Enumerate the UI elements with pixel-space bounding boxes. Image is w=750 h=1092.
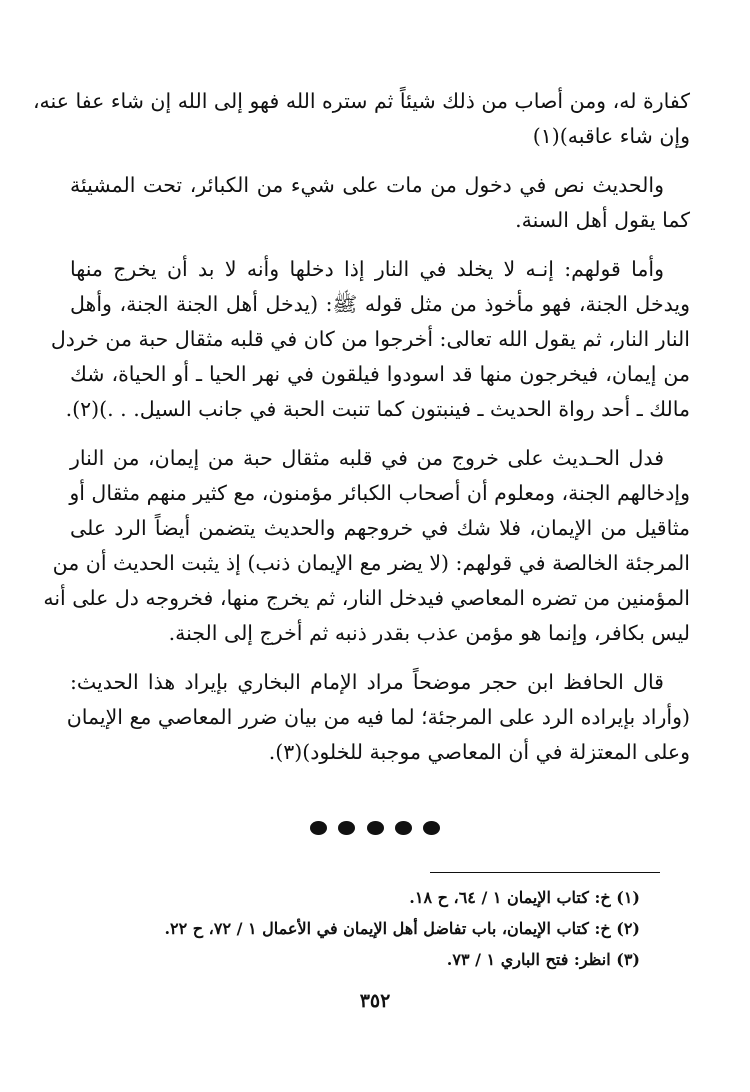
text-line: (وأراد بإيراده الرد على المرجئة؛ لما فيه من بيان ضرر المعاصي مع الإيمان bbox=[66, 705, 690, 729]
footnotes bbox=[120, 882, 640, 975]
paragraph-3 bbox=[50, 252, 690, 427]
text-line: ويدخل الجنة، فهو مأخوذ من مثل قوله ﷺ: (يدخل أهل الجنة الجنة، وأهل bbox=[70, 292, 690, 316]
paragraph-1 bbox=[32, 84, 690, 154]
section-divider-ornament bbox=[0, 820, 750, 839]
ornament-dot bbox=[423, 821, 440, 835]
text-line: والحديث نص في دخول من مات على شيء من الكبائر، تحت المشيئة bbox=[70, 173, 664, 197]
ornament-dot bbox=[338, 821, 355, 835]
footnote-2: (٢) خ: كتاب الإيمان، باب تفاضل أهل الإيمان في الأعمال ١ / ٧٢، ح ٢٢. bbox=[164, 919, 640, 938]
footnote-3: (٣) انظر: فتح الباري ١ / ٧٣. bbox=[446, 950, 640, 969]
text-line: كفارة له، ومن أصاب من ذلك شيئاً ثم ستره الله فهو إلى الله إن شاء عفا عنه، bbox=[32, 89, 690, 113]
text-line: وعلى المعتزلة في أن المعاصي موجبة للخلود)(٣). bbox=[268, 740, 690, 764]
ornament-dot bbox=[367, 821, 384, 835]
text-line: المرجئة الخالصة في قولهم: (لا يضر مع الإيمان ذنب) إذ يثبت الحديث أن من bbox=[52, 551, 690, 575]
ornament-dot bbox=[395, 821, 412, 835]
paragraph-4 bbox=[43, 441, 690, 651]
page-number: ٣٥٢ bbox=[359, 990, 391, 1012]
ornament-dot bbox=[310, 821, 327, 835]
text-line: كما يقول أهل السنة. bbox=[515, 208, 690, 232]
text-line: وإن شاء عاقبه)(١) bbox=[532, 124, 690, 148]
paragraph-5 bbox=[66, 665, 690, 770]
text-line: مثاقيل من الإيمان، فلا شك في خروجهم والحديث يتضمن أيضاً الرد على bbox=[70, 516, 690, 540]
footnote-separator bbox=[430, 872, 660, 873]
paragraph-2 bbox=[70, 168, 690, 238]
text-line: وإدخالهم الجنة، ومعلوم أن أصحاب الكبائر مؤمنون، مع كثير منهم مثقال أو bbox=[69, 481, 690, 505]
text-line: وأما قولهم: إنـه لا يخلد في النار إذا دخلها وأنه لا بد أن يخرج منها bbox=[70, 257, 664, 281]
text-line: قال الحافظ ابن حجر موضحاً مراد الإمام البخاري بإيراد هذا الحديث: bbox=[70, 670, 664, 694]
text-line: ليس بكافر، وإنما هو مؤمن عذب بقدر ذنبه ثم أخرج إلى الجنة. bbox=[168, 621, 690, 645]
text-line: من إيمان، فيخرجون منها قد اسودوا فيلقون في نهر الحيا ـ أو الحياة، شك bbox=[70, 362, 690, 386]
footnote-1: (١) خ: كتاب الإيمان ١ / ٦٤، ح ١٨. bbox=[409, 888, 640, 907]
text-line: النار النار، ثم يقول الله تعالى: أخرجوا من كان في قلبه مثقال حبة من خردل bbox=[50, 327, 690, 351]
text-line: المؤمنين من تضره المعاصي فيدخل النار، ثم يخرج منها، فخروجه دل على أنه bbox=[43, 586, 690, 610]
text-line: فدل الحـديث على خروج من في قلبه مثقال حبة من إيمان، من النار bbox=[70, 446, 664, 470]
main-text bbox=[32, 84, 690, 784]
text-line: مالك ـ أحد رواة الحديث ـ فينبتون كما تنبت الحبة في جانب السيل. . .)(٢). bbox=[65, 397, 690, 421]
